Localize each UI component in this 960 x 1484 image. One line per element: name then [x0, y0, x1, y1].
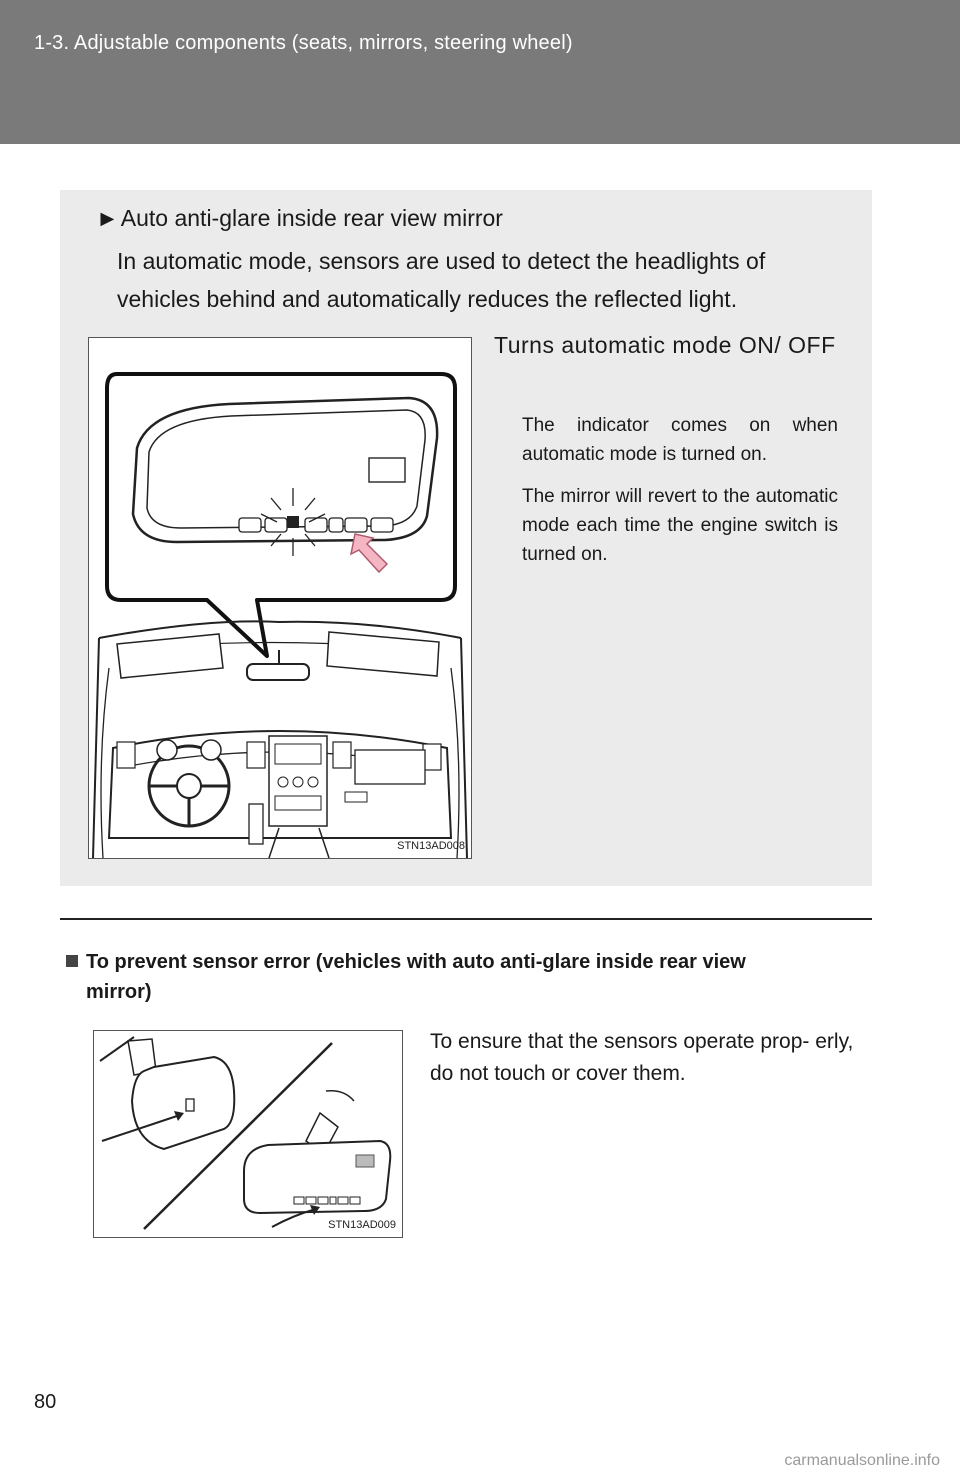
figure-code: STN13AD009	[328, 1219, 396, 1231]
section-divider	[60, 918, 872, 920]
subsection-heading	[66, 947, 872, 1007]
square-bullet-icon	[66, 955, 78, 967]
header-title: 1-3. Adjustable components (seats, mirrors, steering wheel)	[34, 32, 573, 54]
sensor-location-illustration	[93, 1030, 403, 1238]
intro-paragraph: In automatic mode, sensors are used to detect the headlights of vehicles behind and automatically reduces the reflected light.	[117, 248, 766, 312]
section-heading	[96, 205, 503, 232]
figure-code: STN13AD008	[397, 840, 465, 852]
pointer-arrow-icon: ►	[96, 205, 119, 231]
page-header	[0, 0, 960, 144]
sensor-paragraph: To ensure that the sensors operate prop- erly, do not touch or cover them.	[430, 1030, 854, 1085]
subsection-heading-line2: mirror)	[86, 981, 152, 1003]
note-revert: The mirror will revert to the automatic mode each time the engine switch is turned on.	[522, 486, 838, 565]
mirror-cabin-illustration	[88, 337, 472, 859]
sensor-location-drawing	[94, 1031, 402, 1237]
mirror-cabin-drawing	[89, 338, 471, 858]
note-indicator: The indicator comes on when automatic mode is turned on.	[522, 415, 838, 465]
section-heading-text: Auto anti-glare inside rear view mirror	[120, 205, 503, 231]
page-number: 80	[34, 1391, 57, 1413]
callout-title: Turns automatic mode ON/ OFF	[494, 332, 836, 358]
subsection-heading-line1: To prevent sensor error (vehicles with auto anti-glare inside rear view	[86, 951, 746, 973]
watermark-text: carmanualsonline.info	[784, 1452, 940, 1469]
